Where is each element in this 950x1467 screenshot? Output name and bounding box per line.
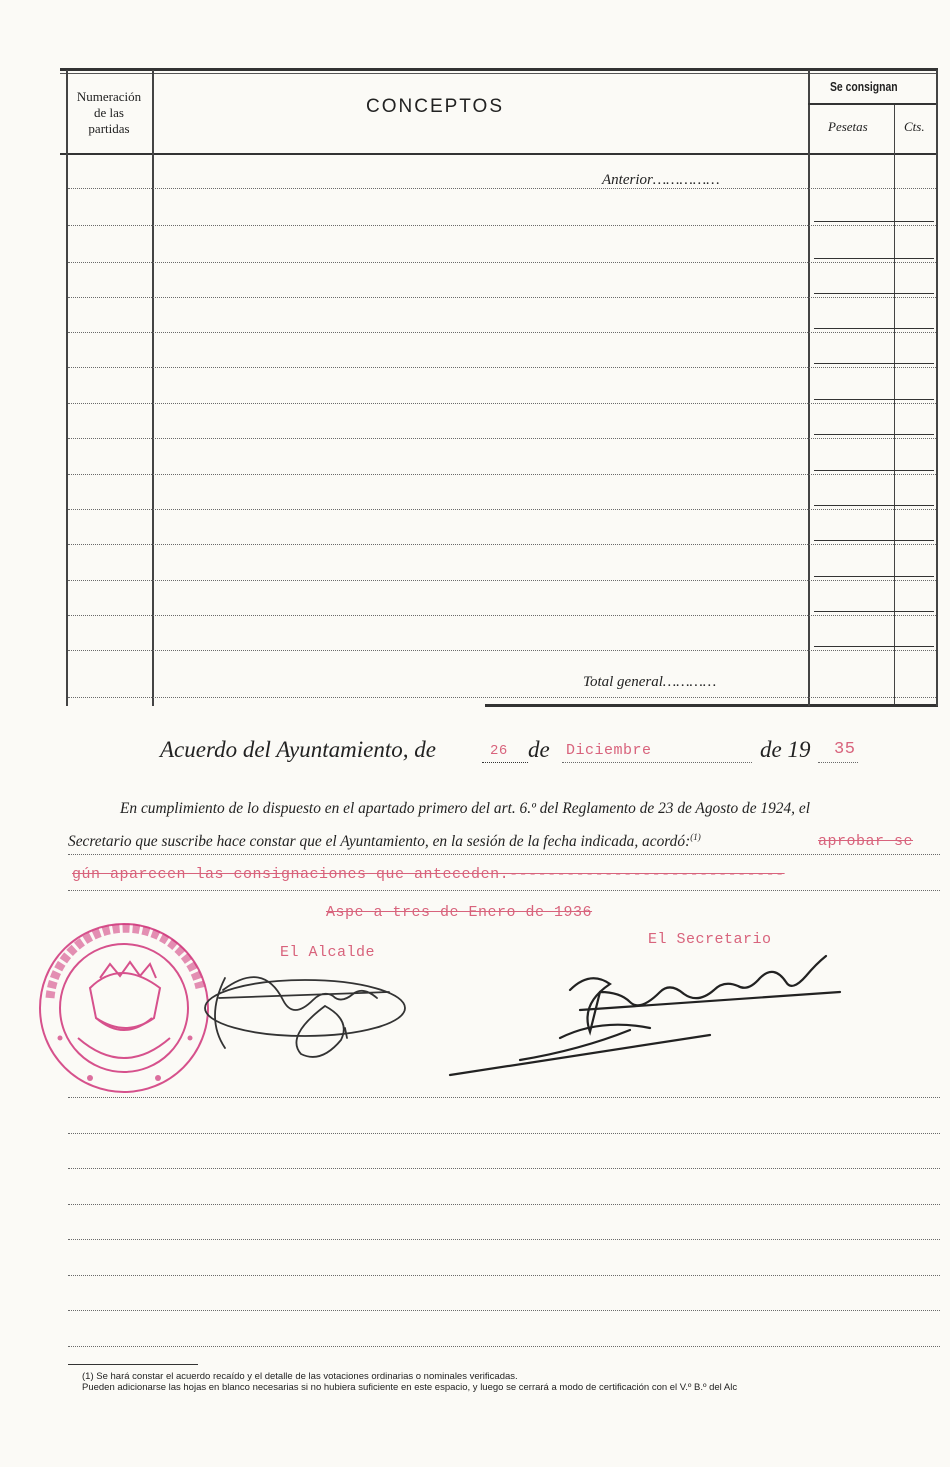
table-rule-line — [68, 615, 936, 616]
amount-rule-line — [814, 505, 934, 506]
acuerdo-de: de — [528, 737, 550, 762]
typed-line-2: gún aparecen las consignaciones que anteceden.----------------------------- — [72, 866, 785, 883]
alcalde-signature — [195, 958, 425, 1068]
consignan-rule — [808, 103, 936, 105]
col-line-pesetas — [894, 104, 895, 704]
table-rule-line — [68, 474, 936, 475]
header-cts: Cts. — [904, 119, 925, 134]
table-top-border-inner — [60, 73, 938, 74]
anterior-label: Anterior — [602, 172, 653, 188]
table-rule-line — [68, 650, 936, 651]
col-line-left — [66, 70, 68, 706]
amount-rule-line — [814, 646, 934, 647]
year-rule — [818, 762, 858, 763]
table-top-border — [60, 68, 938, 71]
municipal-seal-stamp — [30, 918, 220, 1098]
amount-rule-line — [814, 258, 934, 259]
amount-rule-line — [814, 293, 934, 294]
total-row — [583, 674, 716, 691]
amount-rule-line — [814, 540, 934, 541]
acuerdo-year-prefix: de 19 — [760, 737, 811, 762]
table-rule-line — [68, 403, 936, 404]
footnote-1: (1) Se hará constar el acuerdo recaído y el detalle de las votaciones ordinarias o nominales verificadas. — [82, 1371, 518, 1382]
col-line-right — [936, 70, 938, 706]
alcalde-label: El Alcalde — [280, 944, 376, 961]
table-rule-line — [68, 509, 936, 510]
amount-rule-line — [814, 576, 934, 577]
header-conceptos: CONCEPTOS — [366, 96, 505, 117]
acuerdo-day: 26 — [490, 743, 508, 759]
body-line-2-text: Secretario que suscribe hace constar que el Ayuntamiento, en la sesión de la fecha indicada, acordó: — [68, 833, 691, 851]
col-line-numeracion — [152, 70, 154, 706]
table-rule-line — [68, 544, 936, 545]
secretario-signature — [440, 950, 860, 1080]
header-se-consignan — [830, 78, 950, 96]
amount-rule-line — [814, 611, 934, 612]
table-bottom-border — [485, 704, 938, 707]
secretario-label: El Secretario — [648, 931, 772, 948]
table-rule-line — [68, 580, 936, 581]
writing-rule-line — [68, 1204, 940, 1205]
typed-place-date: Aspe a tres de Enero de 1936 — [326, 904, 593, 921]
table-rule-line — [68, 367, 936, 368]
acuerdo-month: Diciembre — [566, 742, 652, 759]
header-numeracion — [66, 89, 152, 137]
typed-line-1: aprobar se — [818, 833, 914, 850]
total-label: Total general — [583, 674, 663, 690]
header-numeracion-text: Numeración de las partidas — [76, 89, 142, 136]
amount-rule-line — [814, 221, 934, 222]
anterior-leader: …………… — [652, 172, 720, 188]
table-rule-line — [68, 188, 936, 189]
writing-rule-line — [68, 1168, 940, 1169]
writing-rule-line — [68, 1097, 940, 1098]
rule-line-1 — [68, 854, 940, 855]
amount-rule-line — [814, 434, 934, 435]
anterior-row — [602, 172, 720, 189]
total-leader: ………… — [662, 674, 717, 690]
rule-line-2 — [68, 890, 940, 891]
header-pesetas: Pesetas — [828, 119, 868, 134]
table-rule-line — [68, 297, 936, 298]
acuerdo-year: 35 — [834, 740, 856, 759]
day-rule — [482, 762, 528, 763]
writing-rule-line — [68, 1275, 940, 1276]
acuerdo-title — [160, 737, 436, 763]
table-rule-line — [68, 438, 936, 439]
table-rule-line — [68, 262, 936, 263]
body-line-1: En cumplimiento de lo dispuesto en el apartado primero del art. 6.º del Reglamento de 23 de Agosto de 1924, el — [120, 800, 810, 817]
amount-rule-line — [814, 399, 934, 400]
table-rule-line — [68, 225, 936, 226]
footnote-mark: (1) — [690, 832, 701, 842]
writing-rule-line — [68, 1310, 940, 1311]
month-rule — [562, 762, 752, 763]
table-rule-line — [68, 332, 936, 333]
writing-rule-line — [68, 1239, 940, 1240]
amount-rule-line — [814, 328, 934, 329]
amount-rule-line — [814, 470, 934, 471]
body-line-2 — [68, 832, 701, 851]
table-header-rule — [60, 153, 938, 155]
footnote-separator — [68, 1364, 198, 1365]
writing-rule-line — [68, 1133, 940, 1134]
footnote-2: Pueden adicionarse las hojas en blanco necesarias si no hubiera suficiente en este espacio, y luego se cerrará a modo de certificación con el V.º B.º del Alc — [82, 1382, 738, 1393]
acuerdo-title-prefix: Acuerdo del Ayuntamiento, de — [160, 737, 436, 762]
writing-rule-line — [68, 1346, 940, 1347]
col-line-conceptos — [808, 70, 810, 706]
amount-rule-line — [814, 363, 934, 364]
table-rule-line — [68, 697, 936, 698]
header-se-consignan-text: Se consignan — [830, 79, 898, 94]
